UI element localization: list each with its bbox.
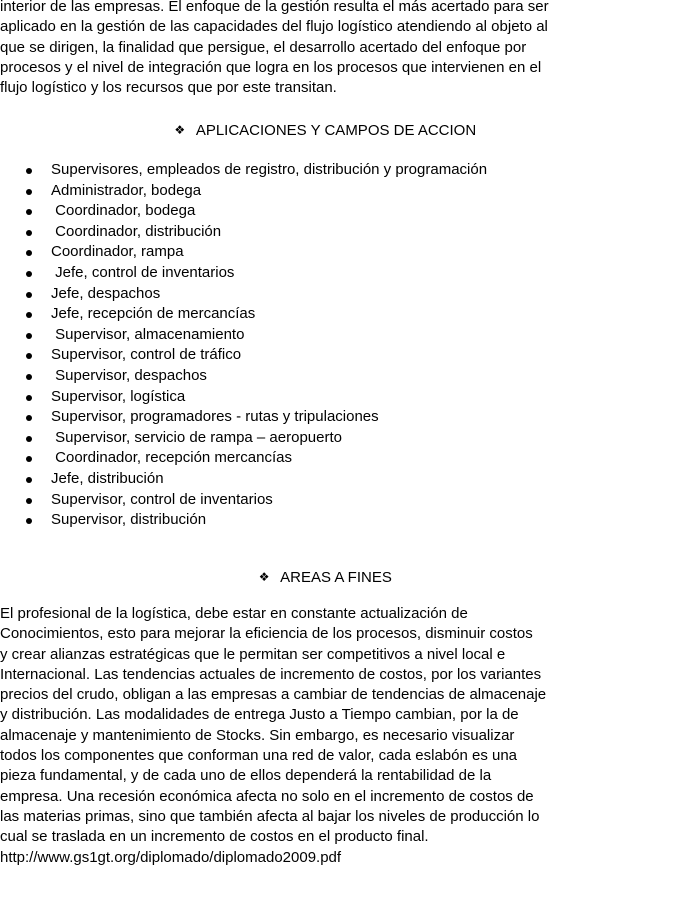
paragraph-line: pieza fundamental, y de cada uno de ellos dependerá la rentabilidad de la: [0, 767, 492, 785]
list-item-text: Supervisor, distribución: [51, 511, 207, 529]
section-title: APLICACIONES Y CAMPOS DE ACCION: [195, 122, 477, 139]
bullet-icon: [26, 436, 32, 442]
bullet-icon: [26, 250, 32, 256]
paragraph-line: Internacional. Las tendencias actuales de incremento de costos, por los variantes: [0, 665, 542, 683]
bullet-icon: [26, 168, 32, 174]
list-item: [0, 284, 487, 305]
list-item-text: Coordinador, distribución: [51, 222, 222, 240]
paragraph-line: y crear alianzas estratégicas que le permitan ser competitivos a nivel local e: [0, 645, 506, 663]
list-item-text: Coordinador, recepción mercancías: [51, 449, 292, 467]
bullet-icon: [26, 209, 32, 215]
list-item-text: Supervisor, control de tráfico: [51, 346, 242, 364]
source-link[interactable]: http://www.gs1gt.org/diplomado/diplomado2009.pdf: [0, 848, 342, 866]
list-item: [0, 222, 487, 243]
intro-line: aplicado en la gestión de las capacidades del flujo logístico atendiendo al objeto al: [0, 18, 548, 36]
list-item-text: Administrador, bodega: [51, 181, 202, 199]
list-item: [0, 181, 487, 202]
list-item-text: Supervisor, almacenamiento: [51, 325, 245, 343]
list-item-text: Jefe, distribución: [51, 469, 164, 487]
section-heading-areas: [0, 567, 662, 588]
applications-list: [0, 160, 487, 531]
list-item: [0, 366, 487, 387]
list-item-text: Jefe, recepción de mercancías: [51, 305, 256, 323]
intro-line: flujo logístico y los recursos que por este transitan.: [0, 79, 337, 97]
bullet-icon: [26, 498, 32, 504]
list-item-text: Supervisores, empleados de registro, distribución y programación: [51, 161, 488, 178]
paragraph-line: las materias primas, sino que también afecta al bajar los niveles de producción lo: [0, 807, 540, 825]
paragraph-line: precios del crudo, obligan a las empresas a cambiar de tendencias de almacenaje: [0, 686, 547, 704]
list-item-text: Supervisor, despachos: [51, 366, 207, 384]
intro-line: interior de las empresas. El enfoque de la gestión resulta el más acertado para ser: [0, 0, 549, 15]
paragraph-line: El profesional de la logística, debe estar en constante actualización de: [0, 605, 468, 622]
list-item-text: Supervisor, logística: [51, 387, 186, 405]
list-item: [0, 263, 487, 284]
list-item: [0, 387, 487, 408]
bullet-icon: [26, 292, 32, 298]
bullet-icon: [26, 374, 32, 380]
list-item: [0, 407, 487, 428]
list-item: [0, 201, 487, 222]
diamond-bullet-icon: ❖: [174, 123, 186, 137]
list-item-text: Coordinador, bodega: [51, 202, 196, 220]
bullet-icon: [26, 353, 32, 359]
list-item: [0, 448, 487, 469]
bullet-icon: [26, 395, 32, 401]
diamond-bullet-icon: ❖: [258, 570, 270, 584]
list-item-text: Supervisor, programadores - rutas y tripulaciones: [51, 408, 379, 426]
paragraph-line: y distribución. Las modalidades de entrega Justo a Tiempo cambian, por la de: [0, 706, 519, 724]
list-item: [0, 510, 487, 531]
intro-line: que se dirigen, la finalidad que persigue, el desarrollo acertado del enfoque por: [0, 38, 527, 56]
section-title: AREAS A FINES: [280, 569, 392, 586]
bullet-icon: [26, 189, 32, 195]
list-item: [0, 325, 487, 346]
bullet-icon: [26, 312, 32, 318]
paragraph-line: todos los componentes que conforman una red de valor, cada eslabón es una: [0, 747, 518, 765]
list-item: [0, 242, 487, 263]
intro-paragraph: [0, 0, 640, 98]
list-item: [0, 428, 487, 449]
intro-line: procesos y el nivel de integración que logra en los procesos que intervienen en el: [0, 58, 542, 76]
list-item: [0, 345, 487, 366]
bullet-icon: [26, 333, 32, 339]
list-item: [0, 160, 487, 181]
list-item-text: Jefe, despachos: [51, 284, 161, 302]
bullet-icon: [26, 518, 32, 524]
list-item: [0, 304, 487, 325]
paragraph-line: almacenaje y mantenimiento de Stocks. Sin embargo, es necesario visualizar: [0, 726, 515, 744]
list-item-text: Supervisor, control de inventarios: [51, 490, 273, 508]
list-item-text: Supervisor, servicio de rampa – aeropuerto: [51, 428, 342, 446]
bullet-icon: [26, 230, 32, 236]
list-item-text: Jefe, control de inventarios: [51, 263, 235, 281]
bullet-icon: [26, 415, 32, 421]
areas-paragraph: [0, 604, 660, 868]
paragraph-line: cual se traslada en un incremento de costos en el producto final.: [0, 828, 429, 846]
paragraph-line: Conocimientos, esto para mejorar la eficiencia de los procesos, disminuir costos: [0, 625, 533, 643]
bullet-icon: [26, 456, 32, 462]
paragraph-line: empresa. Una recesión económica afecta no solo en el incremento de costos de: [0, 787, 534, 805]
list-item: [0, 469, 487, 490]
bullet-icon: [26, 477, 32, 483]
list-item-text: Coordinador, rampa: [51, 243, 184, 261]
bullet-icon: [26, 271, 32, 277]
list-item: [0, 490, 487, 511]
section-heading-aplicaciones: [0, 120, 662, 141]
